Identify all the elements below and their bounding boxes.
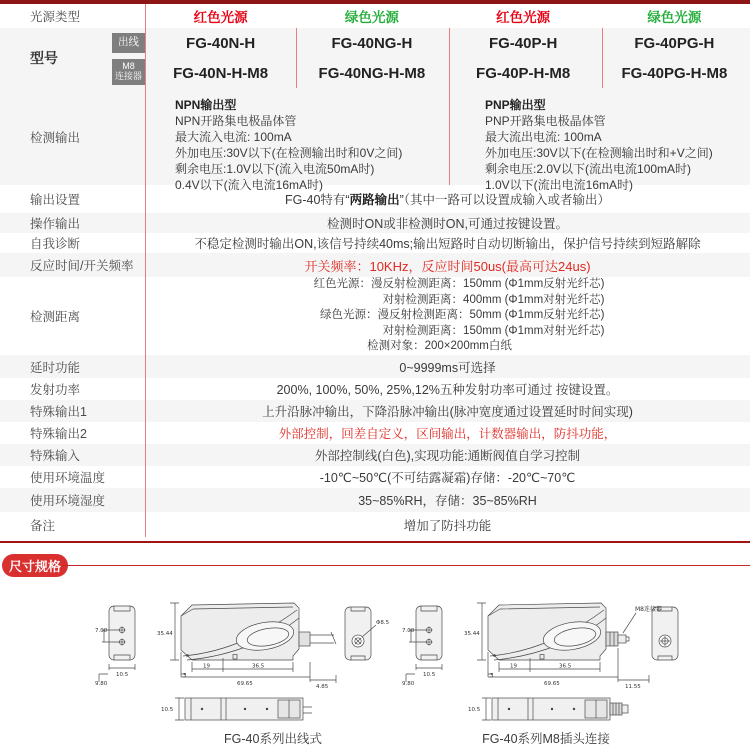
front-view [99,606,135,682]
row-remarks [0,512,750,537]
row-value: 检测时ON或非检测时ON,可通过按键设置。 [327,217,568,231]
detect-distance-cell: 红色光源：漫反射检测距离：150mm (Φ1mm反射光纤芯) 对射检测距离：400mm (Φ1mm对射光纤芯) 绿色光源：漫反射检测距离：50mm (Φ1mm反射光纤芯) 对射检测距离：150mm (Φ1mm对射光纤芯) 检测对象：200×200mm白纸 [313,278,605,353]
cable-gland [299,632,310,646]
row-label: 输出设置 [30,193,81,207]
row-detect-distance [0,277,750,355]
spec-table [0,4,750,537]
row-self-diagnosis [0,233,750,253]
model-name: FG-40P-H-M8 [476,64,571,82]
cable-lines [310,632,336,644]
row-label: 发射功率 [30,383,81,397]
top-view [175,698,312,720]
technical-drawing-wire-out [95,592,395,730]
row-value: 开关频率：10KHz，反应时间50us(最高可达24us) [304,258,591,274]
drawing-m8-plug [402,592,702,747]
table-divider-main [145,4,146,537]
header-red-source-2: 红色光源 [496,10,551,25]
dim-front-width: 10.5 [423,672,436,678]
row-label: 特殊输出1 [30,405,87,419]
dim-front-depth: 9.80 [95,681,108,687]
row-value: 增加了防抖功能 [403,518,492,533]
row-value: 外部控制线(白色),实现功能:通断阀值自学习控制 [314,449,581,463]
dim-front-depth: 9.80 [402,681,415,687]
drawing-wire-out [95,592,395,747]
row-ambient-temperature [0,466,750,488]
model-name: FG-40P-H [488,34,558,52]
row-light-source-type [0,4,750,28]
pnp-output-cell: PNP输出型 PNP开路集电极晶体管 最大流出电流: 100mA 外加电压:30V以下(在检测输出时和+V之间) 剩余电压:2.0V以下(流出电流100mA时) 1.0V以下(流出电流16mA时) [485,98,713,192]
row-output-setting [0,185,750,213]
row-special-input [0,444,750,466]
drawing-caption-m8: FG-40系列M8插头连接 [482,732,610,746]
dim-hole-pitch: 7.00 [402,628,415,634]
npn-output-cell: NPN输出型 NPN开路集电极晶体管 最大流入电流: 100mA 外加电压:30V以下(在检测输出时和0V之间) 剩余电压:1.0V以下(流入电流50mA时) 0.4V以下(流入电流16mA时) [175,98,403,192]
row-label: 使用环境湿度 [30,494,106,508]
row-value: 0~9999ms可选择 [399,360,496,375]
row-detect-output [0,88,750,192]
model-name: FG-40PG-H-M8 [621,64,728,82]
row-value: 上升沿脉冲输出，下降沿脉冲输出(脉冲宽度通过设置延时时间实现) [262,405,633,419]
dim-body-height: 35.44 [464,631,480,637]
front-view [406,606,442,682]
dim-hole-diameter: Φ8.5 [376,620,390,626]
connector-leader-line [623,613,636,633]
table-bottom-border [0,541,750,543]
dim-cable: 4.85 [316,684,329,690]
model-name: FG-40PG-H [634,34,715,52]
dim-hole-pitch: 7.00 [95,628,108,634]
side-view [477,603,649,683]
technical-drawing-m8-plug [402,592,702,730]
row-model [0,28,750,88]
dim-total-length: 69.65 [544,681,560,687]
table-divider [449,88,450,185]
dimension-section-badge: 尺寸规格 [2,554,68,577]
m8-connector [606,632,629,646]
row-label: 自我诊断 [30,237,81,251]
table-divider [602,28,603,88]
row-label: 光源类型 [30,10,81,24]
dim-thickness: 10.5 [161,707,174,713]
row-label: 备注 [30,518,56,533]
dim-thickness: 10.5 [468,707,481,713]
model-name: FG-40NG-H [331,34,413,52]
row-special-output-2 [0,422,750,444]
model-name: FG-40N-H [186,34,256,52]
header-green-source-1: 绿色光源 [344,10,399,25]
dim-segment-2: 36.5 [252,663,265,670]
row-label: 检测输出 [30,130,81,145]
rear-view [652,607,678,660]
badge-m8-connector: M8 连接器 [112,59,145,85]
row-operation-output [0,213,750,233]
row-label: 操作输出 [30,217,81,231]
dim-total-length: 69.65 [237,681,253,687]
row-delay-function [0,355,750,378]
dim-offset: 3 [183,673,187,679]
row-label: 使用环境温度 [30,471,106,485]
table-divider [449,28,450,88]
row-ambient-humidity [0,488,750,512]
dim-body-height: 35.44 [157,631,173,637]
dim-segment-2: 36.5 [559,663,572,670]
connector-label: M8连接器 [635,606,662,613]
row-value: 外部控制，回差自定义，区间输出，计数器输出，防抖功能， [278,427,617,441]
row-response-time [0,253,750,277]
badge-wire-out: 出线 [112,33,145,53]
dim-segment-1: 19 [510,663,517,670]
dim-front-width: 10.5 [116,672,129,678]
row-emission-power [0,378,750,400]
row-special-output-1 [0,400,750,422]
model-name: FG-40NG-H-M8 [318,64,426,82]
row-value: FG-40特有“ 两路输出 ”（其中一路可以设置成输入或者输出） [284,193,611,207]
header-green-source-2: 绿色光源 [647,10,702,25]
row-value: 不稳定检测时输出ON,该信号持续40ms;输出短路时自动切断输出，保护信号持续到短路解除 [194,237,701,251]
dim-connector-length: 11.55 [625,684,641,690]
model-name: FG-40N-H-M8 [173,64,269,82]
row-value: 35~85%RH，存储：35~85%RH [358,494,537,508]
drawing-caption-wire-out: FG-40系列出线式 [224,732,322,746]
m8-plug-top [610,703,628,715]
table-divider [296,28,297,88]
dim-segment-1: 19 [203,663,210,670]
row-value: -10℃~50℃(不可结露凝霜)存储：-20℃~70℃ [319,471,576,485]
top-view [482,698,628,720]
dimension-section-rule [62,565,750,566]
dim-offset: 3 [490,673,494,679]
row-label: 特殊输出2 [30,427,87,441]
row-label: 型号 [30,50,58,66]
row-value: 200%, 100%, 50%, 25%,12%五种发射功率可通过 按键设置。 [276,383,619,397]
row-label: 特殊输入 [30,449,81,463]
row-label: 检测距离 [30,310,81,324]
row-label: 延时功能 [30,360,81,375]
rear-view [345,607,376,660]
side-view [170,603,336,683]
row-label: 反应时间/开关频率 [30,259,134,273]
header-red-source-1: 红色光源 [193,10,248,25]
